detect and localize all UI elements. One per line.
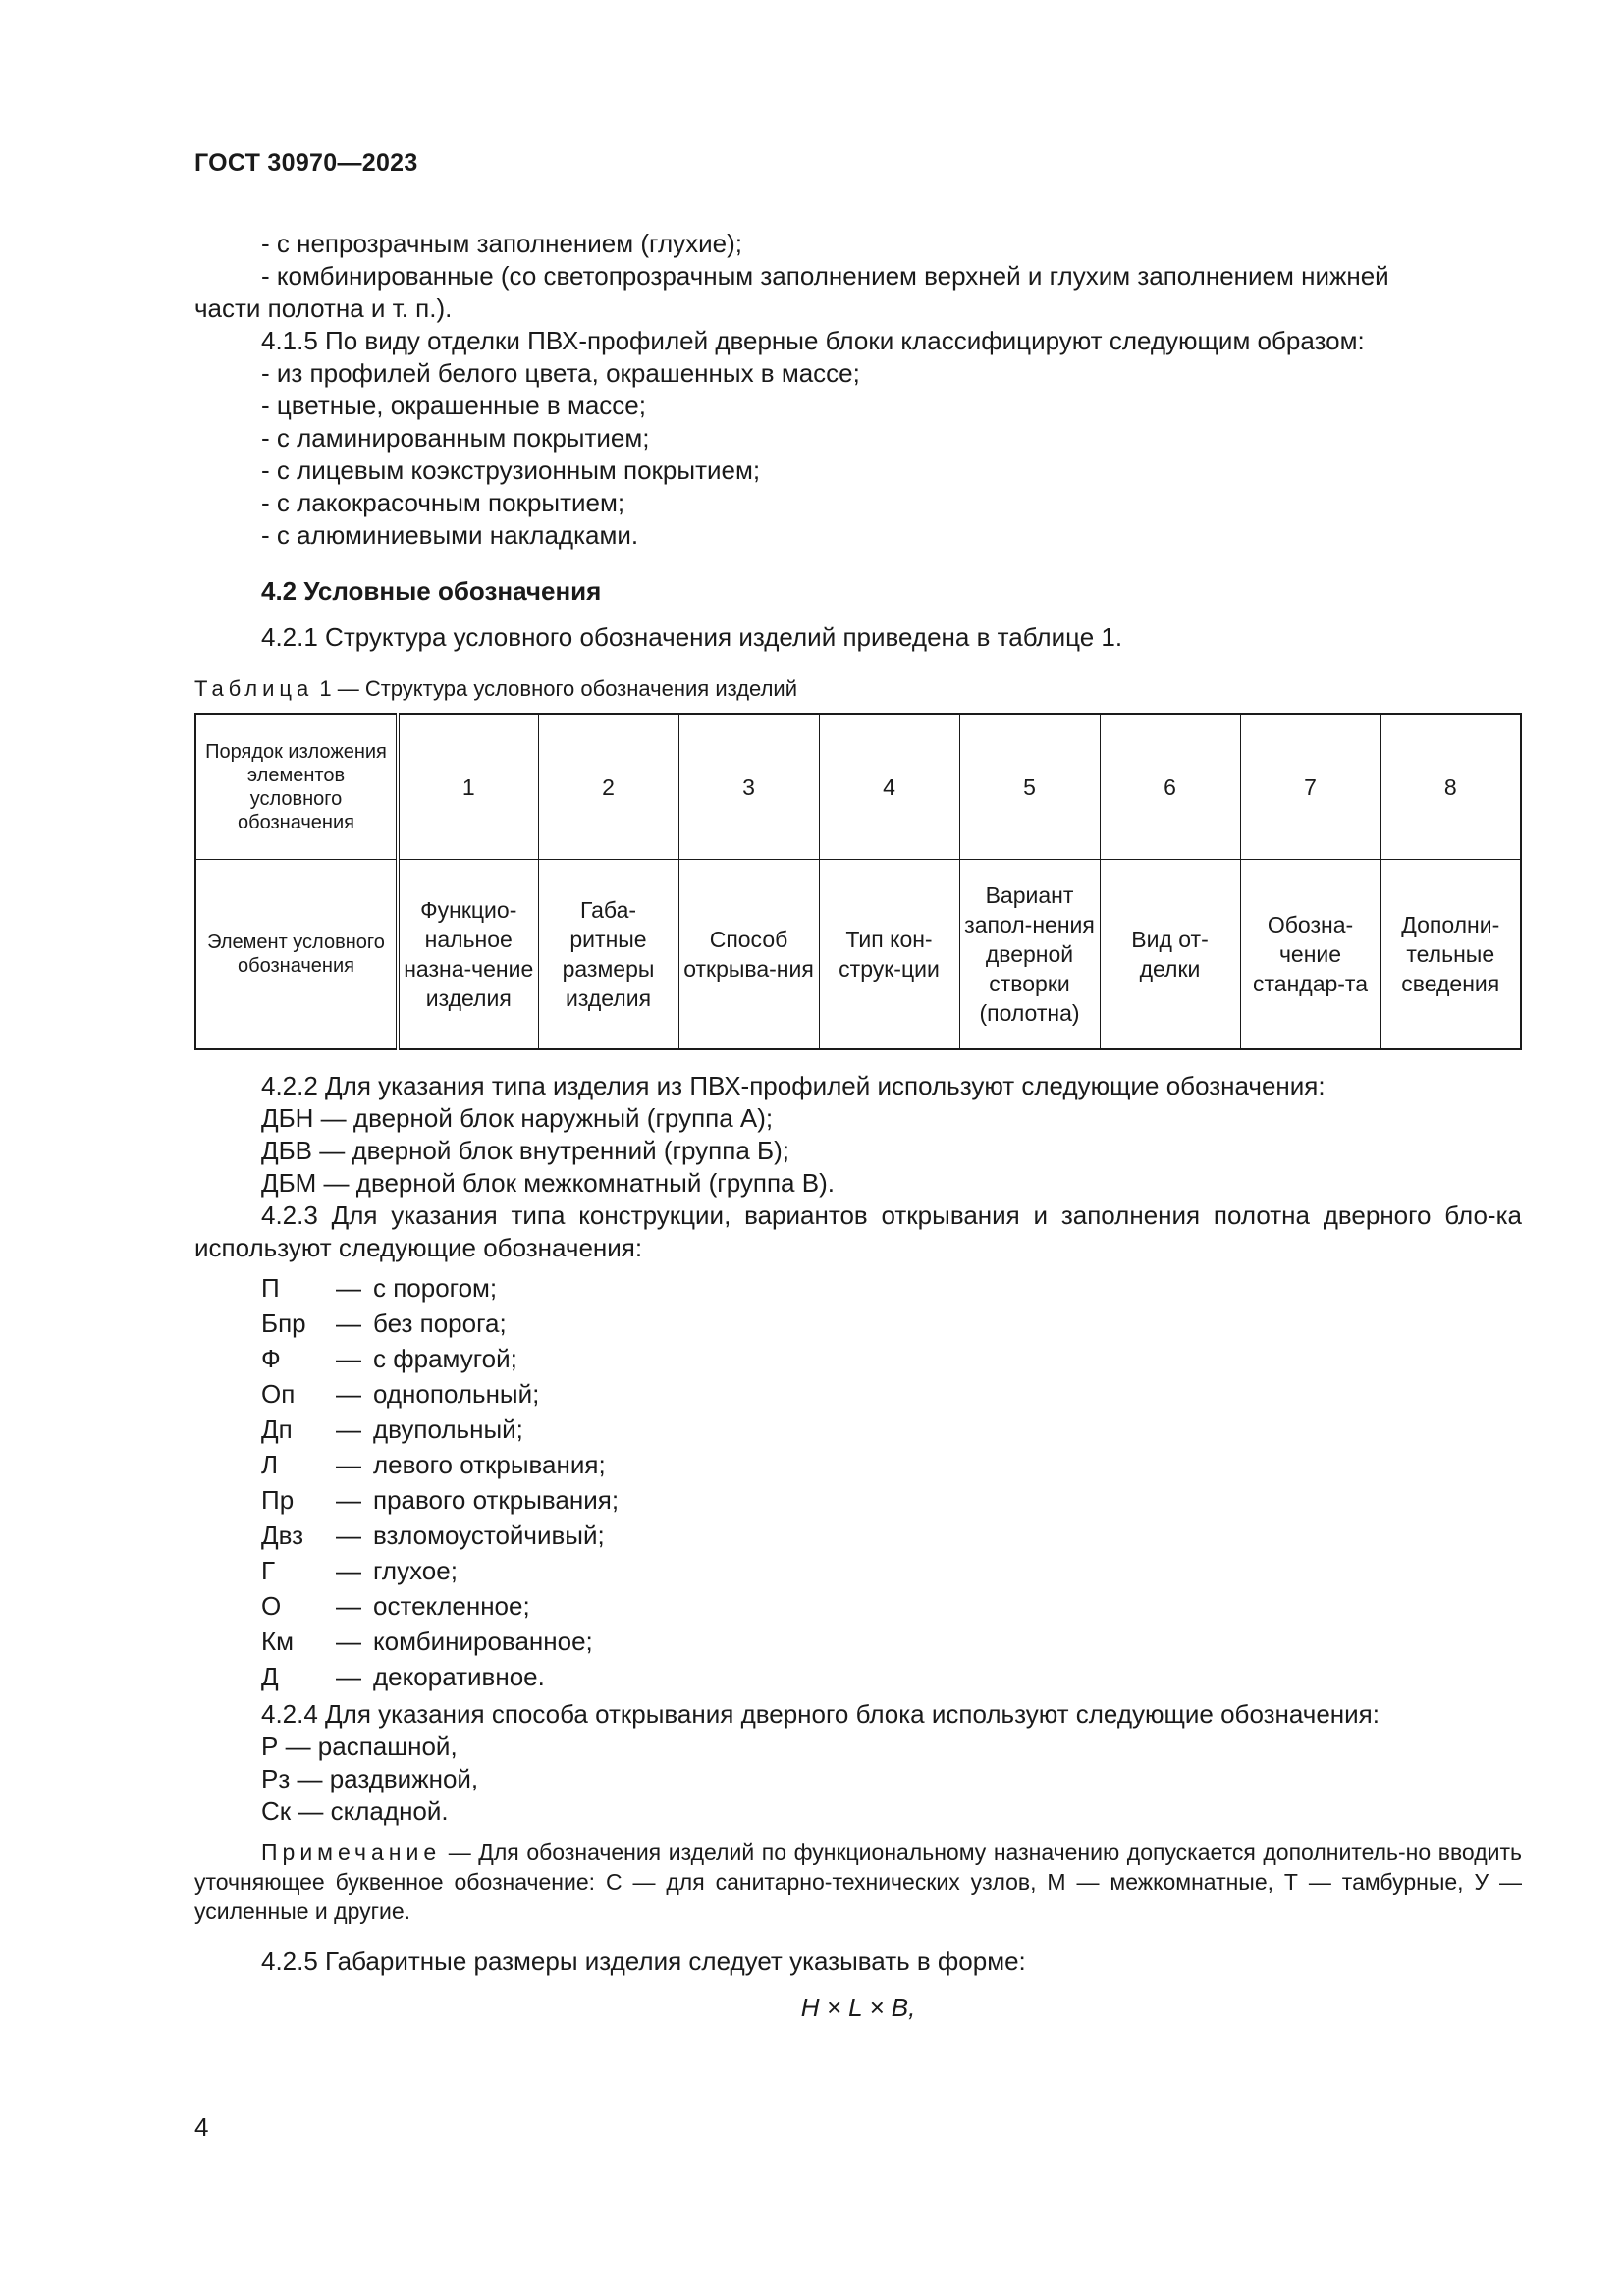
- list-item-continuation: части полотна и т. п.).: [194, 294, 453, 323]
- code-dash: —: [336, 1662, 361, 1691]
- row-header: Элемент условного обозначения: [195, 860, 398, 1050]
- code-desc: остекленное;: [373, 1591, 530, 1621]
- table-cell: 6: [1100, 714, 1240, 860]
- table-caption-text: 1 — Структура условного обозначения изделий: [313, 676, 797, 701]
- table-cell: Обозна-чение стандар-та: [1240, 860, 1380, 1050]
- code-abbr: Г: [261, 1556, 276, 1585]
- document-header: ГОСТ 30970—2023: [194, 149, 418, 177]
- code-desc: взломоустойчивый;: [373, 1521, 605, 1550]
- paragraph-4-2-1: 4.2.1 Структура условного обозначения изделий приведена в таблице 1.: [261, 622, 1123, 652]
- code-abbr: Дп: [261, 1415, 293, 1444]
- code-dash: —: [336, 1627, 361, 1656]
- code-desc: двупольный;: [373, 1415, 523, 1444]
- list-item: - с непрозрачным заполнением (глухие);: [261, 229, 742, 258]
- table-caption: [194, 675, 1522, 703]
- code-desc: глухое;: [373, 1556, 458, 1585]
- code-desc: с порогом;: [373, 1273, 498, 1303]
- code-abbr: Л: [261, 1450, 279, 1479]
- list-item: [261, 1270, 1522, 1306]
- table-cell: 1: [398, 714, 538, 860]
- paragraph-4-2-4: 4.2.4 Для указания способа открывания дверного блока используют следующие обозначения:: [261, 1699, 1380, 1729]
- code-list: [261, 1270, 1522, 1694]
- list-item: - с лицевым коэкструзионным покрытием;: [261, 455, 761, 485]
- list-item: - с алюминиевыми накладками.: [261, 520, 639, 550]
- page-number: 4: [194, 2112, 209, 2142]
- code-dash: —: [336, 1308, 361, 1338]
- table-cell: 5: [959, 714, 1100, 860]
- table-cell: Тип кон-струк-ции: [819, 860, 959, 1050]
- code-desc: однопольный;: [373, 1379, 540, 1409]
- section-title: 4.2 Условные обозначения: [261, 576, 602, 606]
- table-cell: Дополни-тельные сведения: [1380, 860, 1521, 1050]
- row-header: Порядок изложения элементов условного обозначения: [195, 714, 398, 860]
- table-cell: Габа-ритные размеры изделия: [538, 860, 678, 1050]
- code-dash: —: [336, 1591, 361, 1621]
- list-item: [261, 1518, 1522, 1553]
- code-dash: —: [336, 1556, 361, 1585]
- list-item: [261, 1482, 1522, 1518]
- list-item: [261, 1588, 1522, 1624]
- list-item: [261, 1412, 1522, 1447]
- code-dash: —: [336, 1344, 361, 1373]
- table-cell: 8: [1380, 714, 1521, 860]
- list-item: [261, 1624, 1522, 1659]
- table-cell: 3: [678, 714, 819, 860]
- paragraph-4-2-2: 4.2.2 Для указания типа изделия из ПВХ-профилей используют следующие обозначения:: [261, 1071, 1326, 1100]
- code-abbr: Д: [261, 1662, 279, 1691]
- list-item: [261, 1376, 1522, 1412]
- designation-structure-table: [194, 713, 1522, 1050]
- list-item: [261, 1447, 1522, 1482]
- list-item: - цветные, окрашенные в массе;: [261, 391, 646, 420]
- list-item: - с ламинированным покрытием;: [261, 423, 650, 453]
- table-cell: 7: [1240, 714, 1380, 860]
- list-item: - с лакокрасочным покрытием;: [261, 488, 625, 517]
- code-dash: —: [336, 1521, 361, 1550]
- table-row: [195, 714, 1521, 860]
- list-item: Рз — раздвижной,: [261, 1764, 479, 1793]
- code-desc: с фрамугой;: [373, 1344, 517, 1373]
- list-item: - из профилей белого цвета, окрашенных в массе;: [261, 358, 860, 388]
- paragraph-4-1-5: 4.1.5 По виду отделки ПВХ-профилей дверные блоки классифицируют следующим образом:: [261, 326, 1365, 355]
- code-desc: декоративное.: [373, 1662, 545, 1691]
- code-dash: —: [336, 1415, 361, 1444]
- note: [194, 1838, 1522, 1926]
- table-cell: 4: [819, 714, 959, 860]
- code-dash: —: [336, 1450, 361, 1479]
- list-item: ДБВ — дверной блок внутренний (группа Б);: [261, 1136, 789, 1165]
- code-abbr: Км: [261, 1627, 295, 1656]
- list-item: [261, 1306, 1522, 1341]
- list-item: [261, 1553, 1522, 1588]
- page-content: [194, 228, 1522, 2024]
- code-dash: —: [336, 1485, 361, 1515]
- paragraph-4-2-5: 4.2.5 Габаритные размеры изделия следует указывать в форме:: [261, 1947, 1026, 1976]
- paragraph-4-2-3: 4.2.3 Для указания типа конструкции, вариантов открывания и заполнения полотна дверного бло-ка используют следующие обозначения:: [194, 1201, 1522, 1262]
- code-abbr: Оп: [261, 1379, 296, 1409]
- list-item: - комбинированные (со светопрозрачным заполнением верхней и глухим заполнением нижней: [261, 261, 1389, 291]
- table-row: [195, 860, 1521, 1050]
- note-label: Примечание: [261, 1840, 442, 1865]
- list-item: [261, 1659, 1522, 1694]
- code-abbr: Ф: [261, 1344, 281, 1373]
- table-cell: Вид от-делки: [1100, 860, 1240, 1050]
- code-dash: —: [336, 1379, 361, 1409]
- table-caption-label: Таблица: [194, 676, 314, 701]
- code-abbr: Двз: [261, 1521, 304, 1550]
- code-abbr: П: [261, 1273, 280, 1303]
- list-item: ДБМ — дверной блок межкомнатный (группа В).: [261, 1168, 835, 1198]
- table-cell: Способ открыва-ния: [678, 860, 819, 1050]
- list-item: Р — распашной,: [261, 1732, 458, 1761]
- code-abbr: Пр: [261, 1485, 295, 1515]
- code-abbr: Бпр: [261, 1308, 306, 1338]
- code-desc: без порога;: [373, 1308, 507, 1338]
- note-text: — Для обозначения изделий по функциональному назначению допускается дополнитель-но вводить уточняющее буквенное обозначение: С — для санитарно-технических узлов, М — межкомнатные, Т — тамбурные, У — усиленные и другие.: [194, 1840, 1522, 1924]
- list-item: ДБН — дверной блок наружный (группа А);: [261, 1103, 774, 1133]
- code-desc: комбинированное;: [373, 1627, 593, 1656]
- code-desc: правого открывания;: [373, 1485, 620, 1515]
- table-cell: Функцио-нальное назна-чение изделия: [398, 860, 538, 1050]
- list-item: Ск — складной.: [261, 1796, 449, 1826]
- code-dash: —: [336, 1273, 361, 1303]
- table-cell: 2: [538, 714, 678, 860]
- list-item: [261, 1341, 1522, 1376]
- table-cell: Вариант запол-нения дверной створки (полотна): [959, 860, 1100, 1050]
- code-desc: левого открывания;: [373, 1450, 606, 1479]
- formula: H × L × B,: [800, 1993, 916, 2022]
- code-abbr: О: [261, 1591, 282, 1621]
